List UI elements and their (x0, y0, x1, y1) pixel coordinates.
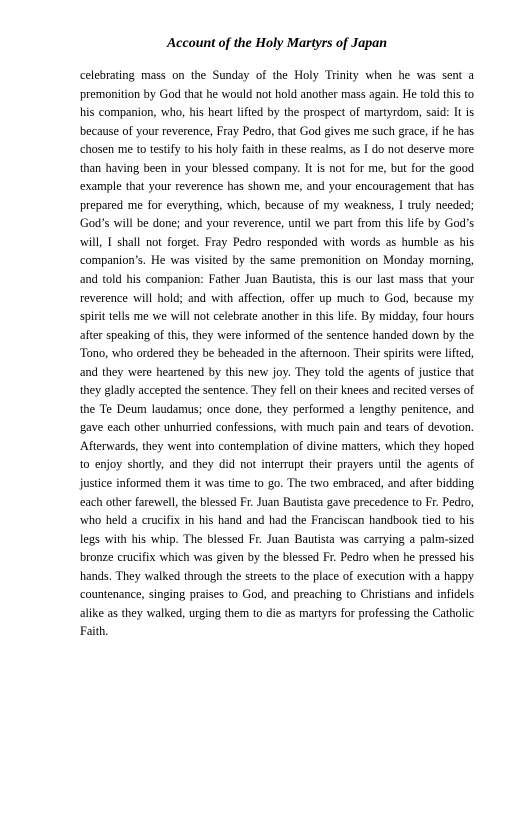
running-header: Account of the Holy Martyrs of Japan (166, 36, 388, 51)
body-paragraph: celebrating mass on the Sunday of the Holy Trinity when he was sent a premonition by God that he would not hold another mass again. He told this to his companion, who, his heart lifted by the prospect of martyrdom, said: It is because of your reverence, Fray Pedro, that God gives me such grace, if he has chosen me to testify to his holy faith in these realms, as I do not deserve more than having been in your blessed company. It is not for me, but for the good example that your reverence has shown me, and your encouragement that has prepared me for everything, which, because of my weakness, I truly needed; God’s will be done; and your reverence, until we part from this life by God’s will, I shall not forget. Fray Pedro responded with words as humble as his companion’s. He was visited by the same premonition on Monday morning, and told his companion: Father Juan Bautista, this is our last mass that your reverence will hold; and with affection, offer up much to God, because my spirit tells me we will not celebrate another in this life. By midday, four hours after speaking of this, they were informed of the sentence handed down by the Tono, who ordered they be beheaded in the afternoon. Their spirits were lifted, and they were heartened by this new joy. They told the agents of justice that they gladly accepted the sentence. They fell on their knees and recited verses of the Te Deum laudamus; once done, they performed a lengthy penitence, and gave each other unhurried confessions, with much pain and tears of devotion. Afterwards, they went into contemplation of divine matters, which they hoped to enjoy shortly, and they did not interrupt their prayers until the agents of justice informed them it was time to go. The two embraced, and after bidding each other farewell, the blessed Fr. Juan Bautista gave precedence to Fr. Pedro, who held a crucifix in his hand and had the Franciscan handbook tied to his legs with his whip. The blessed Fr. Juan Bautista was carrying a palm-sized bronze crucifix which was given by the blessed Fr. Pedro when he pressed his hands. They walked through the streets to the place of execution with a happy countenance, singing praises to God, and preaching to Christians and infidels alike as they walked, urging them to die as martyrs for professing the Catholic Faith. (80, 68, 474, 639)
